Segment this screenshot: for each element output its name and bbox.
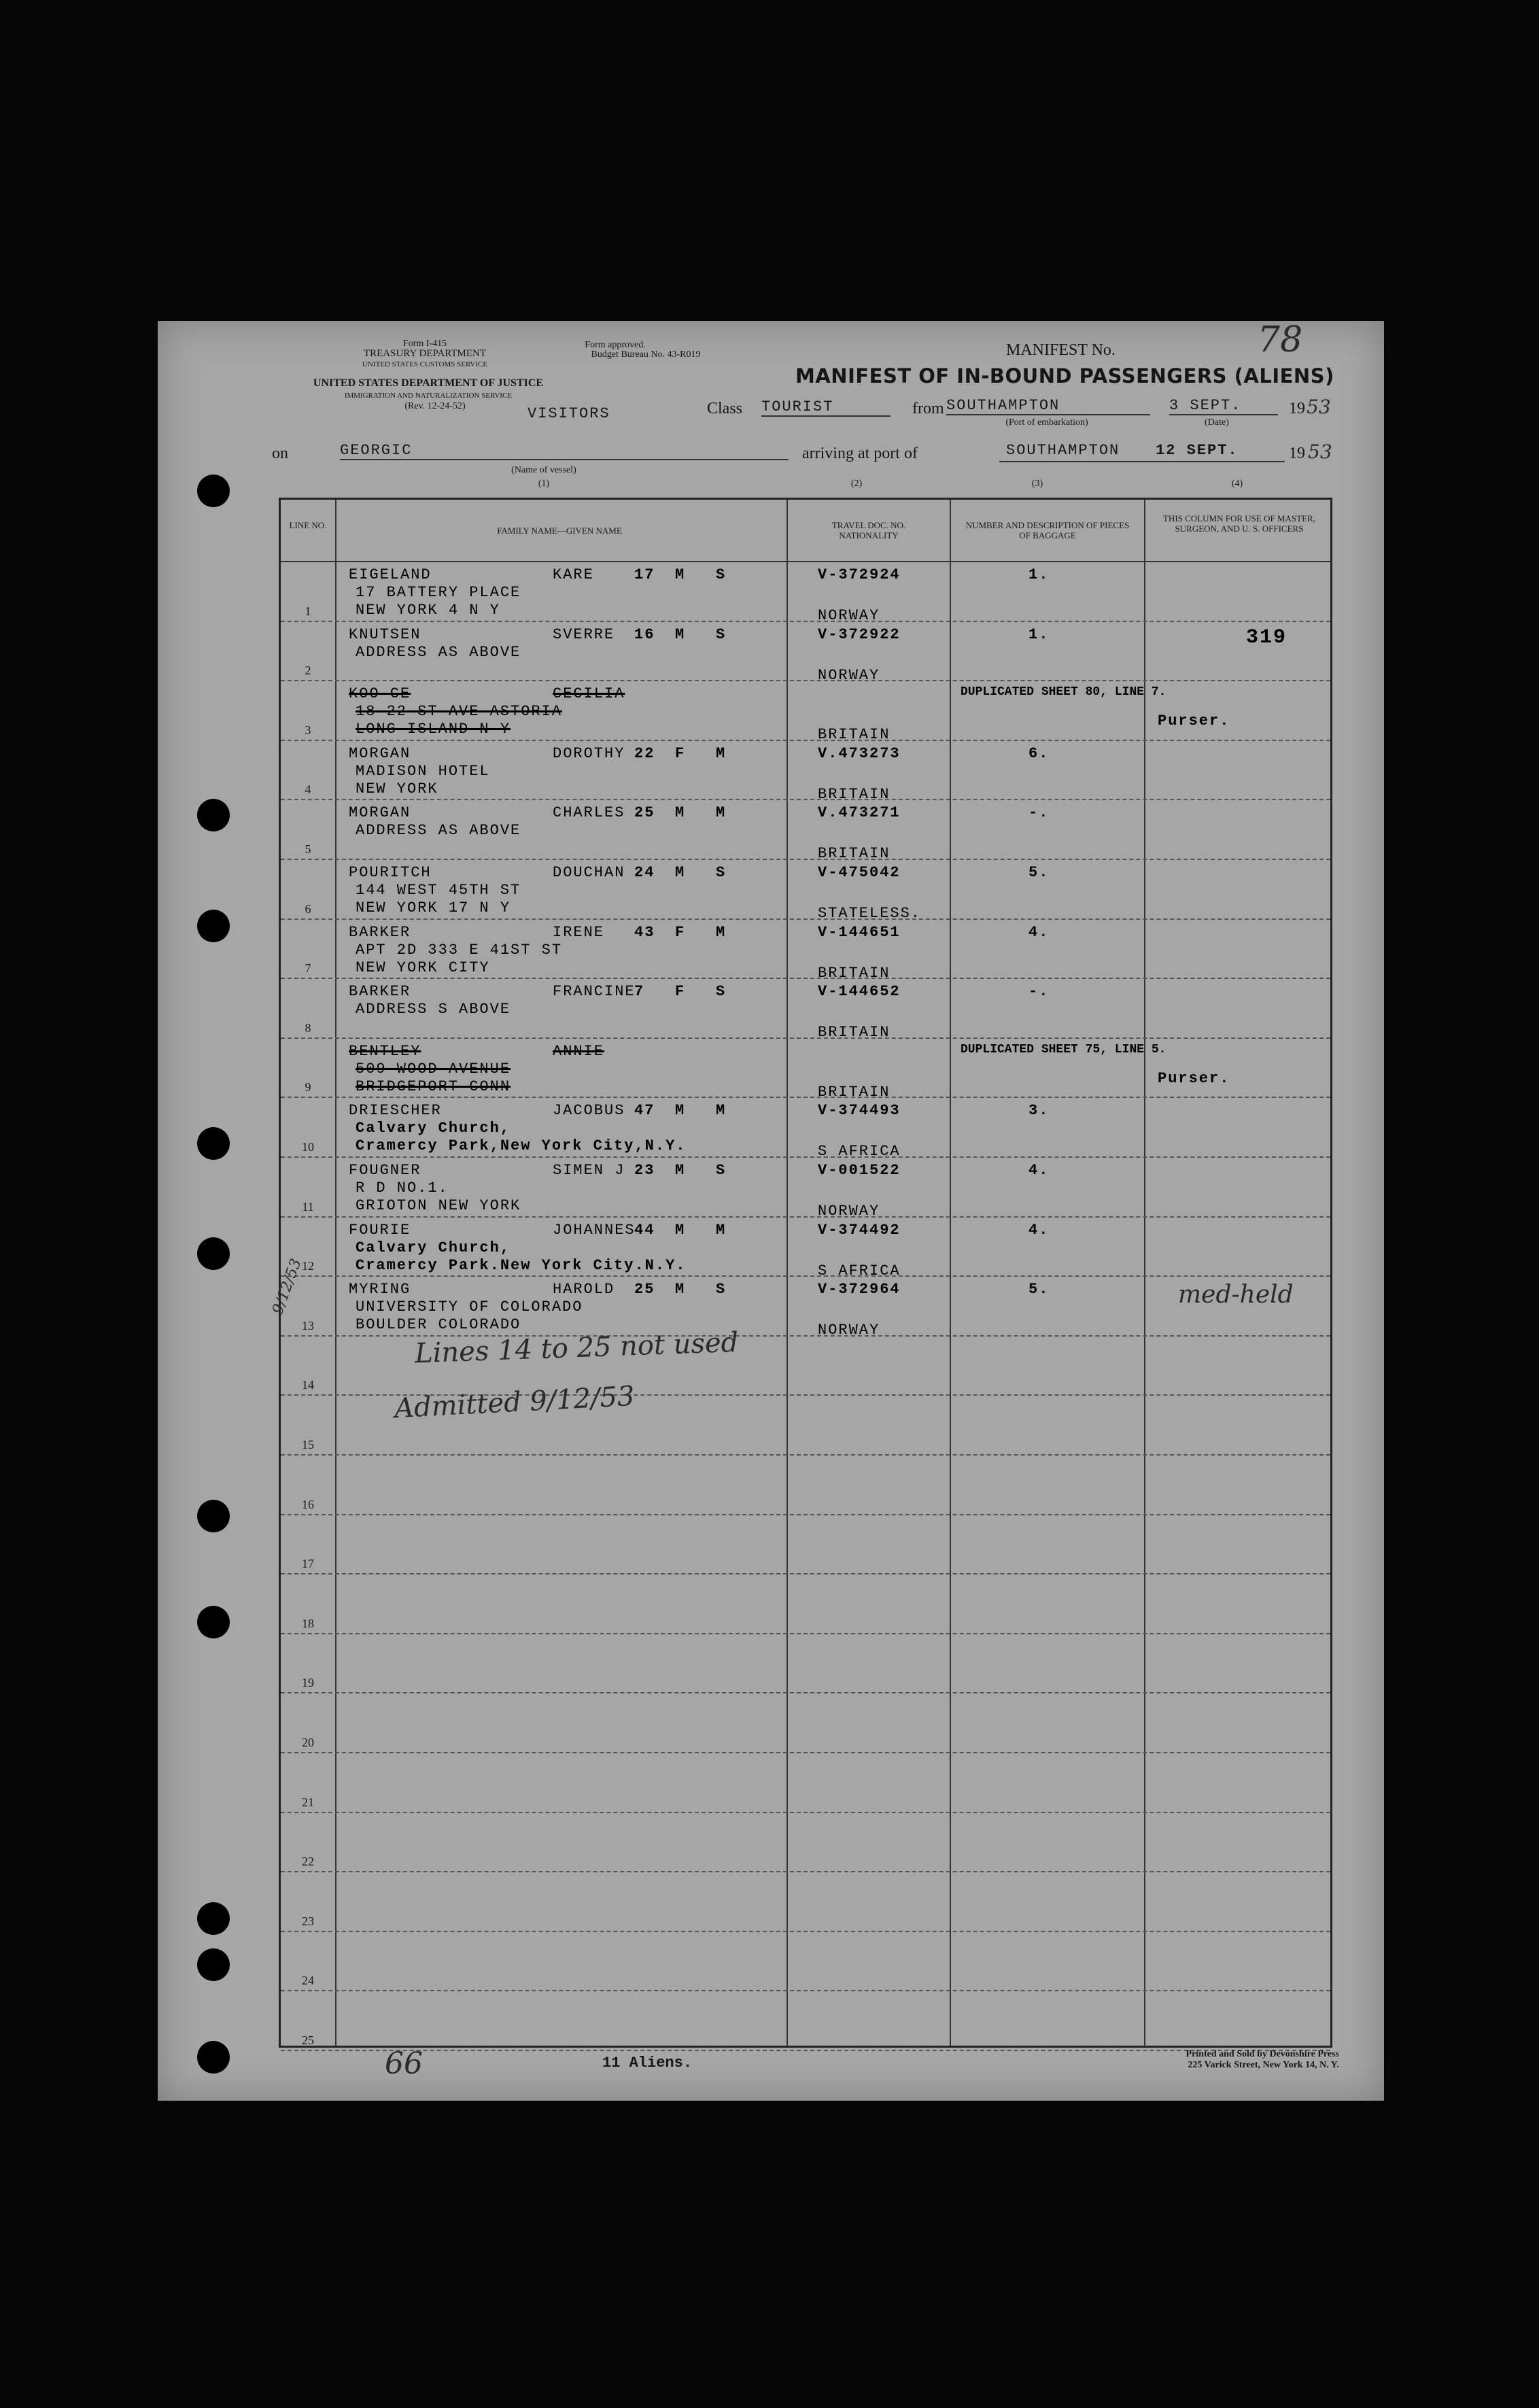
arrival-port: SOUTHAMPTON <box>1006 442 1120 459</box>
address-line-1: ADDRESS S ABOVE <box>356 1001 511 1018</box>
row-rule <box>281 1573 1330 1575</box>
binder-hole <box>197 1606 230 1638</box>
address-line-2: NEW YORK <box>356 780 438 797</box>
age: 47 <box>634 1102 655 1120</box>
baggage: -. <box>1028 804 1050 822</box>
nationality: STATELESS. <box>818 905 922 922</box>
arriving-label: arriving at port of <box>802 445 918 462</box>
aliens-count: 11 Aliens. <box>602 2054 693 2071</box>
sex: M <box>675 804 686 822</box>
travel-doc-number: V-372924 <box>818 566 901 583</box>
nationality: NORWAY <box>818 666 880 684</box>
sex: M <box>675 566 686 583</box>
department-of-justice: UNITED STATES DEPARTMENT OF JUSTICE <box>313 377 544 389</box>
marital-status: M <box>716 1102 727 1120</box>
nationality: BRITAIN <box>818 785 890 803</box>
baggage: 4. <box>1028 1221 1050 1239</box>
travel-doc-number: V.473271 <box>818 804 901 822</box>
family-name: KNUTSEN <box>349 625 421 643</box>
address-line-1: UNIVERSITY OF COLORADO <box>356 1298 583 1316</box>
baggage: 3. <box>1028 1102 1050 1120</box>
address-line-1: Calvary Church, <box>356 1120 511 1137</box>
family-name: EIGELAND <box>349 566 432 583</box>
embarkation-port: SOUTHAMPTON <box>946 397 1150 415</box>
line-number: 7 <box>305 961 311 976</box>
marital-status: M <box>716 1221 727 1239</box>
travel-doc-number: V-372964 <box>818 1281 901 1298</box>
col-divider <box>950 500 951 2046</box>
address-line-1: ADDRESS AS ABOVE <box>356 822 521 840</box>
binder-hole <box>197 1902 230 1935</box>
address-line-2: GRIOTON NEW YORK <box>356 1197 521 1214</box>
class-value: TOURIST <box>761 398 890 417</box>
nationality: BRITAIN <box>818 1024 890 1042</box>
address-line-1: R D NO.1. <box>356 1180 449 1197</box>
line-number: 23 <box>302 1914 314 1928</box>
header-baggage: NUMBER AND DESCRIPTION OF PIECES OF BAGGAGE <box>965 520 1130 540</box>
row-rule <box>281 1514 1330 1515</box>
header-name: FAMILY NAME—GIVEN NAME <box>497 526 622 536</box>
address-line-2: NEW YORK 4 N Y <box>356 602 500 619</box>
visitors-stamp: VISITORS <box>528 405 610 422</box>
officer-note: med-held <box>1178 1281 1294 1309</box>
header-travel-doc: TRAVEL DOC. NO. NATIONALITY <box>831 520 906 540</box>
given-name: CHARLES <box>553 804 625 822</box>
age: 24 <box>634 864 655 881</box>
address-line-2: LONG ISLAND N Y <box>356 721 511 738</box>
marital-status: M <box>716 804 727 822</box>
binder-hole <box>197 1500 230 1532</box>
nationality: S AFRICA <box>818 1262 901 1279</box>
marital-status: S <box>716 983 727 1001</box>
officer-note: Purser. <box>1158 1069 1230 1087</box>
class-label: Class <box>707 400 743 417</box>
col-number-3: (3) <box>1031 479 1043 489</box>
address-line-2: Cramercy Park,New York City,N.Y. <box>356 1137 687 1155</box>
col-divider <box>335 500 336 2046</box>
binder-hole <box>197 1948 230 1981</box>
line-number: 1 <box>305 604 311 618</box>
family-name: BENTLEY <box>349 1042 421 1060</box>
binder-hole <box>197 2041 230 2074</box>
family-name: FOUGNER <box>349 1162 421 1179</box>
manifest-number: 78 <box>1258 320 1303 360</box>
marital-status: S <box>716 566 727 583</box>
row-rule <box>281 1097 1330 1098</box>
col-divider <box>1144 500 1145 2046</box>
age: 17 <box>634 566 655 583</box>
arrival-rule <box>999 461 1285 462</box>
row-rule <box>281 1156 1330 1158</box>
marital-status: M <box>716 744 727 762</box>
line-number: 17 <box>302 1557 314 1571</box>
given-name: ANNIE <box>553 1042 605 1060</box>
address-line-1: 18 22 ST AVE ASTORIA <box>356 703 563 721</box>
family-name: MYRING <box>349 1281 411 1298</box>
family-name: FOURIE <box>349 1221 411 1239</box>
line-number: 4 <box>305 782 311 797</box>
row-rule <box>281 621 1330 622</box>
travel-doc-number: V-144651 <box>818 923 901 941</box>
age: 7 <box>634 983 645 1001</box>
nationality: BRITAIN <box>818 964 890 982</box>
binder-hole <box>197 1237 230 1270</box>
address-line-1: MADISON HOTEL <box>356 762 490 780</box>
address-line-2: NEW YORK 17 N Y <box>356 899 511 916</box>
family-name: POURITCH <box>349 864 432 881</box>
age: 23 <box>634 1162 655 1179</box>
manifest-number-label: MANIFEST No. <box>1006 341 1116 359</box>
travel-doc-number: V-372922 <box>818 625 901 643</box>
officer-note: Purser. <box>1158 712 1230 730</box>
row-rule <box>281 680 1330 681</box>
col-number-1: (1) <box>538 479 550 489</box>
travel-doc-number: V-144652 <box>818 983 901 1001</box>
printer-line-1: Printed and Sold by Devonshire Press <box>1186 2049 1339 2059</box>
row-rule <box>281 1216 1330 1218</box>
travel-doc-number: V-475042 <box>818 864 901 881</box>
line-number: 14 <box>302 1378 314 1392</box>
family-name: MORGAN <box>349 804 411 822</box>
marital-status: S <box>716 1162 727 1179</box>
sex: M <box>675 1102 686 1120</box>
col-divider <box>786 500 788 2046</box>
given-name: CECILIA <box>553 685 625 703</box>
line-number: 5 <box>305 842 311 856</box>
address-line-1: 144 WEST 45TH ST <box>356 882 521 899</box>
customs-service: UNITED STATES CUSTOMS SERVICE <box>362 360 488 368</box>
sex: F <box>675 744 686 762</box>
baggage: -. <box>1028 983 1050 1001</box>
row-rule <box>281 1275 1330 1277</box>
line-number: 24 <box>302 1974 314 1988</box>
nationality: S AFRICA <box>818 1143 901 1160</box>
marital-status: S <box>716 1281 727 1298</box>
line-number: 3 <box>305 723 311 737</box>
binder-hole <box>197 799 230 831</box>
given-name: SVERRE <box>553 625 615 643</box>
revision-date: (Rev. 12-24-52) <box>404 401 466 411</box>
baggage: 4. <box>1028 1162 1050 1179</box>
baggage: 1. <box>1028 566 1050 583</box>
nationality: BRITAIN <box>818 726 890 744</box>
arrival-date: 12 SEPT. <box>1156 442 1239 459</box>
row-rule <box>281 1871 1330 1872</box>
form-approved: Form approved. <box>585 340 646 350</box>
binder-hole <box>197 475 230 507</box>
line-number: 16 <box>302 1497 314 1511</box>
row-rule <box>281 1692 1330 1693</box>
vessel-name: GEORGIC <box>340 442 789 460</box>
handwritten-note-lines: Lines 14 to 25 not used <box>414 1326 739 1370</box>
address-line-1: 17 BATTERY PLACE <box>356 584 521 601</box>
col-number-2: (2) <box>850 479 863 489</box>
line-number: 19 <box>302 1676 314 1690</box>
nationality: BRITAIN <box>818 1083 890 1101</box>
age: 25 <box>634 1281 655 1298</box>
marital-status: S <box>716 864 727 881</box>
manifest-table <box>279 498 1332 2048</box>
row-rule <box>281 1633 1330 1634</box>
form-title: MANIFEST OF IN-BOUND PASSENGERS (ALIENS) <box>795 364 1334 388</box>
budget-bureau: Budget Bureau No. 43-R019 <box>591 349 701 360</box>
row-rule <box>281 1931 1330 1932</box>
nationality: BRITAIN <box>818 845 890 863</box>
marital-status: S <box>716 625 727 643</box>
header-officer-use: THIS COLUMN FOR USE OF MASTER, SURGEON, AND U. S. OFFICERS <box>1163 513 1315 534</box>
age: 22 <box>634 744 655 762</box>
on-label: on <box>272 445 288 462</box>
vessel-caption: (Name of vessel) <box>511 465 576 475</box>
year-value-2: 53 <box>1308 441 1332 463</box>
baggage: DUPLICATED SHEET 80, LINE 7. <box>961 685 1166 700</box>
address-line-2: BRIDGEPORT CONN <box>356 1078 511 1095</box>
age: 16 <box>634 625 655 643</box>
binder-hole <box>197 1127 230 1160</box>
family-name: BARKER <box>349 923 411 941</box>
baggage: DUPLICATED SHEET 75, LINE 5. <box>961 1042 1166 1056</box>
line-number: 9 <box>305 1080 311 1095</box>
embarkation-date: 3 SEPT. <box>1169 397 1278 415</box>
family-name: DRIESCHER <box>349 1102 442 1120</box>
sex: M <box>675 1281 686 1298</box>
baggage: 6. <box>1028 744 1050 762</box>
officer-note: 319 <box>1246 625 1287 649</box>
address-line-1: 509 WOOD AVENUE <box>356 1060 511 1078</box>
address-line-1: Calvary Church, <box>356 1239 511 1256</box>
age: 44 <box>634 1221 655 1239</box>
header-line-no: LINE NO. <box>289 520 327 530</box>
given-name: IRENE <box>553 923 605 941</box>
line-number: 22 <box>302 1855 314 1869</box>
line-number: 2 <box>305 664 311 678</box>
age: 25 <box>634 804 655 822</box>
row-rule <box>281 1454 1330 1456</box>
from-label: from <box>912 400 944 417</box>
age: 43 <box>634 923 655 941</box>
given-name: SIMEN J <box>553 1162 625 1179</box>
handwritten-count: 66 <box>385 2046 423 2081</box>
family-name: BARKER <box>349 983 411 1001</box>
given-name: JACOBUS <box>553 1102 625 1120</box>
ins: IMMIGRATION AND NATURALIZATION SERVICE <box>344 392 513 400</box>
sex: F <box>675 923 686 941</box>
row-rule <box>281 1335 1330 1337</box>
binder-hole <box>197 910 230 942</box>
margin-stamp: 9/12/53 <box>269 1256 305 1317</box>
family-name: MORGAN <box>349 744 411 762</box>
line-number: 20 <box>302 1736 314 1749</box>
col-number-4: (4) <box>1231 479 1243 489</box>
baggage: 1. <box>1028 625 1050 643</box>
line-number: 6 <box>305 901 311 916</box>
sex: M <box>675 1162 686 1179</box>
row-rule <box>281 918 1330 920</box>
handwritten-note-signature: Admitted 9/12/53 <box>394 1380 636 1425</box>
sex: F <box>675 983 686 1001</box>
line-number: 15 <box>302 1438 314 1451</box>
travel-doc-number: V.473273 <box>818 744 901 762</box>
address-line-2: BOULDER COLORADO <box>356 1316 521 1334</box>
given-name: KARE <box>553 566 594 583</box>
given-name: DOROTHY <box>553 744 625 762</box>
year-prefix-2: 19 <box>1289 445 1305 462</box>
line-number: 21 <box>302 1795 314 1809</box>
sex: M <box>675 625 686 643</box>
marital-status: M <box>716 923 727 941</box>
baggage: 4. <box>1028 923 1050 941</box>
sex: M <box>675 864 686 881</box>
row-rule <box>281 978 1330 979</box>
year-value-1: 53 <box>1307 396 1331 418</box>
given-name: DOUCHAN <box>553 864 625 881</box>
nationality: NORWAY <box>818 1322 880 1339</box>
line-number: 12 <box>302 1259 314 1273</box>
line-number: 10 <box>302 1140 314 1154</box>
row-rule <box>281 1990 1330 1991</box>
row-rule <box>281 1752 1330 1753</box>
date-caption: (Date) <box>1205 417 1229 428</box>
address-line-2: NEW YORK CITY <box>356 959 490 976</box>
row-rule <box>281 1812 1330 1813</box>
address-line-1: APT 2D 333 E 41ST ST <box>356 941 563 959</box>
row-rule <box>281 799 1330 800</box>
row-rule <box>281 1037 1330 1039</box>
line-number: 8 <box>305 1020 311 1035</box>
nationality: NORWAY <box>818 607 880 624</box>
line-number: 13 <box>302 1318 314 1332</box>
address-line-2: Cramercy Park.New York City.N.Y. <box>356 1256 687 1274</box>
travel-doc-number: V-001522 <box>818 1162 901 1179</box>
line-number: 25 <box>302 2033 314 2047</box>
given-name: JOHANNES <box>553 1221 636 1239</box>
row-rule <box>281 740 1330 741</box>
form-number: Form I-415 <box>402 339 447 349</box>
nationality: NORWAY <box>818 1203 880 1220</box>
family-name: KOO CE <box>349 685 411 703</box>
baggage: 5. <box>1028 864 1050 881</box>
given-name: FRANCINE <box>553 983 636 1001</box>
travel-doc-number: V-374493 <box>818 1102 901 1120</box>
address-line-1: ADDRESS AS ABOVE <box>356 643 521 661</box>
line-number: 18 <box>302 1616 314 1630</box>
header-rule <box>281 561 1330 562</box>
printer-line-2: 225 Varick Street, New York 14, N. Y. <box>1188 2060 1339 2070</box>
baggage: 5. <box>1028 1281 1050 1298</box>
embarkation-caption: (Port of embarkation) <box>1005 417 1088 428</box>
travel-doc-number: V-374492 <box>818 1221 901 1239</box>
year-prefix-1: 19 <box>1289 400 1305 417</box>
row-rule <box>281 859 1330 860</box>
sex: M <box>675 1221 686 1239</box>
given-name: HAROLD <box>553 1281 615 1298</box>
line-number: 11 <box>302 1199 314 1214</box>
treasury-department: TREASURY DEPARTMENT <box>363 348 487 359</box>
